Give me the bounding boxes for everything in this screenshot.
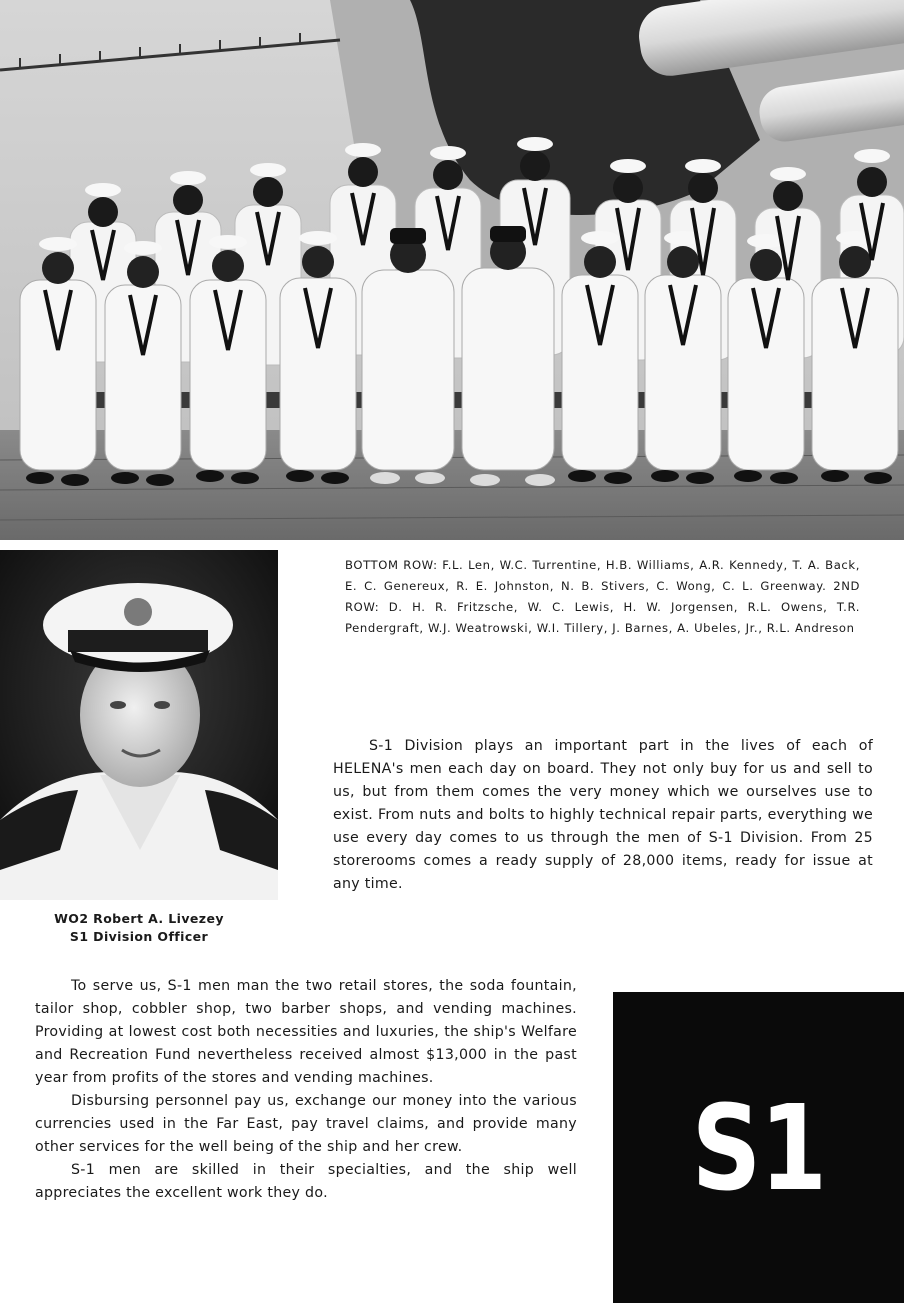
portrait-caption [0,910,278,946]
intro-paragraph-block [333,735,873,896]
paragraph-skills: S-1 men are skilled in their specialties, and the ship well appreciates the excellent work they do. [35,1162,577,1201]
intro-paragraph: S-1 Division plays an important part in the lives of each of HELENA's men each day on board. They not only buy for us and sell to us, but from them comes the very money which we ourselves use to exist. From nuts and bolts to highly technical repair parts, everything we use every day comes to us through the men of S-1 Division. From 25 storerooms comes a ready supply of 28,000 items, ready for issue at any time. [333,738,873,892]
paragraph-services: To serve us, S-1 men man the two retail stores, the soda fountain, tailor shop, cobbler shop, two barber shops, and vending machines. Providing at lowest cost both necessities and luxuries, the ship's Welfare and Recreation Fund nevertheless received almost $13,000 in the past year from profits of the stores and vending machines. [35,978,577,1086]
group-photo-names: BOTTOM ROW: F.L. Len, W.C. Turrentine, H.B. Williams, A.R. Kennedy, T. A. Back, E. C. Genereux, R. E. Johnston, N. B. Stivers, C. Wong, C. L. Greenway. 2ND ROW: D. H. R. Fritzsche, W. C. Lewis, H. W. Jorgensen, R.L. Owens, T.R. Pendergraft, W.J. Weatrowski, W.I. Tillery, J. Barnes, A. Ubeles, Jr., R.L. Andreson [345,558,860,635]
officer-portrait [0,550,278,900]
section-label-block [613,992,904,1303]
group-photo-illustration [0,0,904,540]
group-photo [0,0,904,540]
caption-officer-name: WO2 Robert A. Livezey [54,911,224,926]
caption-officer-title: S1 Division Officer [69,929,209,944]
portrait-illustration [0,550,278,900]
section-label: S1 [691,1078,826,1217]
paragraph-disbursing: Disbursing personnel pay us, exchange our money into the various currencies used in the Far East, pay travel claims, and provide many other services for the well being of the ship and her crew. [35,1093,577,1155]
body-paragraphs [35,975,577,1205]
